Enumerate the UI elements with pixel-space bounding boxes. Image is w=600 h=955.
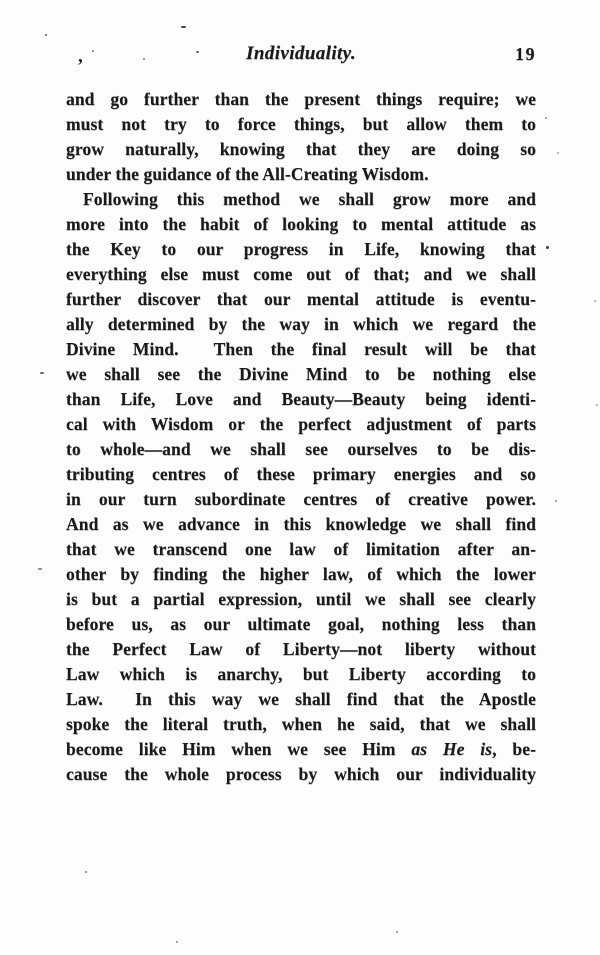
- text-line: under the guidance of the All-Creating Wisdom.: [66, 164, 429, 184]
- text-line: further discover that our mental attitude is eventu-: [66, 289, 536, 309]
- ink-speck: [596, 404, 598, 406]
- text-line: before us, as our ultimate goal, nothing less than: [66, 614, 536, 634]
- ink-speck: [181, 26, 186, 28]
- ink-speck: [40, 372, 44, 374]
- text-line: spoke the literal truth, when he said, that we shall: [66, 714, 536, 734]
- text-line: ally determined by the way in which we regard the: [66, 314, 536, 334]
- body-text: [66, 87, 536, 787]
- text-line: must not try to force things, but allow them to: [66, 114, 536, 134]
- text-line: tributing centres of these primary energies and so: [66, 464, 536, 484]
- text-line: And as we advance in this knowledge we shall find: [66, 514, 536, 534]
- ink-speck: [557, 152, 559, 154]
- text-line: than Life, Love and Beauty—Beauty being identi-: [66, 389, 536, 409]
- text-line: and go further than the present things require; we: [66, 89, 536, 109]
- text-line: is but a partial expression, until we shall see clearly: [66, 589, 536, 609]
- text-line: Law. In this way we shall find that the Apostle: [66, 689, 536, 709]
- ink-speck: ,: [78, 46, 83, 67]
- ink-speck: [143, 58, 145, 60]
- page-number: 19: [515, 44, 536, 64]
- text-line: in our turn subordinate centres of creative power.: [66, 489, 536, 509]
- text-line: more into the habit of looking to mental attitude as: [66, 214, 536, 234]
- ink-speck: [594, 300, 596, 302]
- ink-speck: [546, 246, 549, 249]
- text-line: that we transcend one law of limitation after an-: [66, 539, 536, 559]
- text-line: grow naturally, knowing that they are doing so: [66, 139, 536, 159]
- text-line: Divine Mind. Then the final result will be that: [66, 339, 536, 359]
- text-line: the Key to our progress in Life, knowing that: [66, 239, 536, 259]
- text-line: to whole—and we shall see ourselves to be dis-: [66, 439, 536, 459]
- text-line: cal with Wisdom or the perfect adjustment of parts: [66, 414, 536, 434]
- ink-speck: [85, 871, 87, 873]
- text-line: Law which is anarchy, but Liberty according to: [66, 664, 536, 684]
- page-header: [66, 41, 536, 67]
- text-line: become like Him when we see Him as He is, be-: [66, 739, 536, 759]
- ink-speck: [92, 50, 94, 52]
- ink-speck: [45, 34, 47, 36]
- ink-speck: [545, 117, 547, 119]
- text-line: we shall see the Divine Mind to be nothing else: [66, 364, 536, 384]
- text-line: everything else must come out of that; and we shall: [66, 264, 536, 284]
- page-title: Individuality.: [246, 43, 356, 64]
- ink-speck: [196, 51, 199, 53]
- text-line: Following this method we shall grow more and: [83, 189, 536, 209]
- ink-speck: [555, 500, 557, 502]
- ink-speck: [396, 931, 398, 933]
- text-line: the Perfect Law of Liberty—not liberty without: [66, 639, 536, 659]
- ink-speck: [38, 568, 42, 570]
- ink-speck: [176, 941, 178, 943]
- text-line: cause the whole process by which our individuality: [66, 764, 536, 784]
- text-line: other by finding the higher law, of which the lower: [66, 564, 536, 584]
